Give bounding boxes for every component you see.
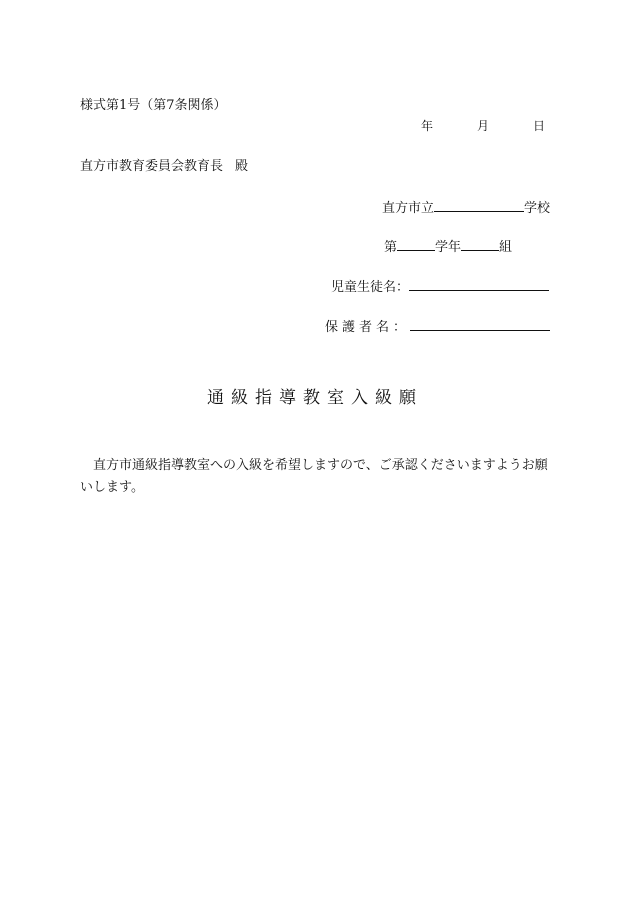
addressee-honorific: 殿 — [235, 159, 249, 174]
date-month-label: 月 — [477, 119, 490, 133]
guardian-name-line — [325, 316, 550, 335]
school-line — [382, 197, 550, 216]
date-year-label: 年 — [421, 119, 434, 133]
student-name-line — [331, 276, 549, 295]
document-title: 通級指導教室入級願 — [207, 388, 423, 408]
addressee — [80, 155, 248, 174]
addressee-name: 直方市教育委員会教育長 — [80, 159, 224, 174]
form-number: 様式第1号（第7条関係） — [80, 98, 227, 113]
guardian-name-label: 保護者名： — [325, 320, 411, 335]
request-body-text: 直方市通級指導教室への入級を希望しますので、ご承認くださいますようお願いします。 — [80, 458, 548, 495]
grade-prefix: 第 — [384, 240, 398, 255]
school-prefix: 直方市立 — [381, 201, 434, 216]
grade-year-label: 学年 — [435, 240, 462, 255]
guardian-name-field[interactable] — [410, 318, 550, 331]
school-suffix: 学校 — [523, 201, 550, 216]
grade-class-line — [384, 236, 512, 255]
student-name-field[interactable] — [409, 278, 549, 291]
school-name-field[interactable] — [434, 199, 524, 212]
date-line — [421, 117, 545, 134]
date-day-label: 日 — [533, 119, 546, 133]
grade-field[interactable] — [397, 238, 435, 251]
class-field[interactable] — [461, 238, 499, 251]
grade-class-label: 組 — [499, 240, 513, 255]
student-name-label: 児童生徒名： — [331, 280, 410, 295]
